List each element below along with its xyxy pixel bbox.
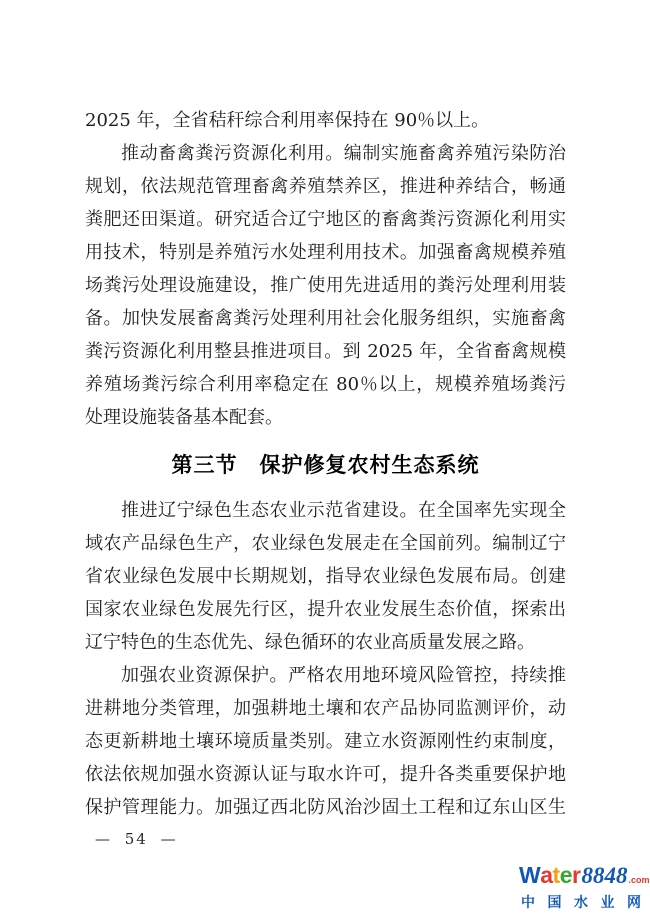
body-line: 2025 年，全省秸秆综合利用率保持在 90％以上。 xyxy=(85,110,490,131)
body-line: 养殖场粪污综合利用率稳定在 80％以上，规模养殖场粪污 xyxy=(85,374,566,395)
body-line: 加强农业资源保护。严格农用地环境风险管控，持续推 xyxy=(121,665,566,686)
logo-cn-char: 中 xyxy=(521,894,535,910)
body-line: 保护管理能力。加强辽西北防风治沙固土工程和辽东山区生 xyxy=(85,797,566,818)
logo-letter: t xyxy=(552,862,560,888)
logo-wordmark xyxy=(519,862,650,890)
body-line: 国家农业绿色发展先行区，提升农业发展生态价值，探索出 xyxy=(85,599,566,620)
logo-cn-char: 水 xyxy=(574,894,588,910)
body-line: 用技术，特别是养殖污水处理利用技术。加强畜禽规模养殖 xyxy=(85,242,566,263)
page-number: — 54 — xyxy=(95,830,178,848)
water8848-logo xyxy=(519,862,650,912)
body-line: 省农业绿色发展中长期规划，指导农业绿色发展布局。创建 xyxy=(85,566,566,587)
logo-water-text xyxy=(519,862,580,889)
body-line: 域农产品绿色生产，农业绿色发展走在全国前列。编制辽宁 xyxy=(85,533,566,554)
body-line: 推动畜禽粪污资源化利用。编制实施畜禽养殖污染防治 xyxy=(121,143,566,164)
body-line: 依法依规加强水资源认证与取水许可，提升各类重要保护地 xyxy=(85,764,566,785)
logo-letter: r xyxy=(571,862,581,888)
body-line: 进耕地分类管理，加强耕地土壤和农产品协同监测评价，动 xyxy=(85,698,566,719)
logo-cn-char: 网 xyxy=(627,894,641,910)
body-line: 辽宁特色的生态优先、绿色循环的农业高质量发展之路。 xyxy=(85,632,535,653)
body-line: 场粪污处理设施建设，推广使用先进适用的粪污处理利用装 xyxy=(85,275,566,296)
logo-letter: W xyxy=(519,862,541,888)
body-line: 粪污资源化利用整县推进项目。到 2025 年，全省畜禽规模 xyxy=(85,341,566,362)
body-line: 推进辽宁绿色生态农业示范省建设。在全国率先实现全 xyxy=(121,500,566,521)
document-body xyxy=(85,104,566,824)
logo-chinese-name xyxy=(519,892,643,912)
body-line: 态更新耕地土壤环境质量类别。建立水资源刚性约束制度， xyxy=(85,731,566,752)
logo-cn-char: 业 xyxy=(600,894,615,910)
logo-letter: e xyxy=(559,862,572,888)
logo-com-text: .com xyxy=(628,875,650,885)
logo-8848-text: 8848 xyxy=(581,863,628,888)
body-line: 规划，依法规范管理畜禽养殖禁养区，推进种养结合，畅通 xyxy=(85,176,566,197)
body-line: 处理设施装备基本配套。 xyxy=(85,407,283,428)
logo-letter: a xyxy=(540,862,553,888)
section-heading: 第三节 保护修复农村生态系统 xyxy=(171,454,480,477)
body-line: 备。加快发展畜禽粪污处理利用社会化服务组织，实施畜禽 xyxy=(85,308,566,329)
logo-cn-char: 国 xyxy=(547,894,562,910)
body-line: 粪肥还田渠道。研究适合辽宁地区的畜禽粪污资源化利用实 xyxy=(85,209,566,230)
